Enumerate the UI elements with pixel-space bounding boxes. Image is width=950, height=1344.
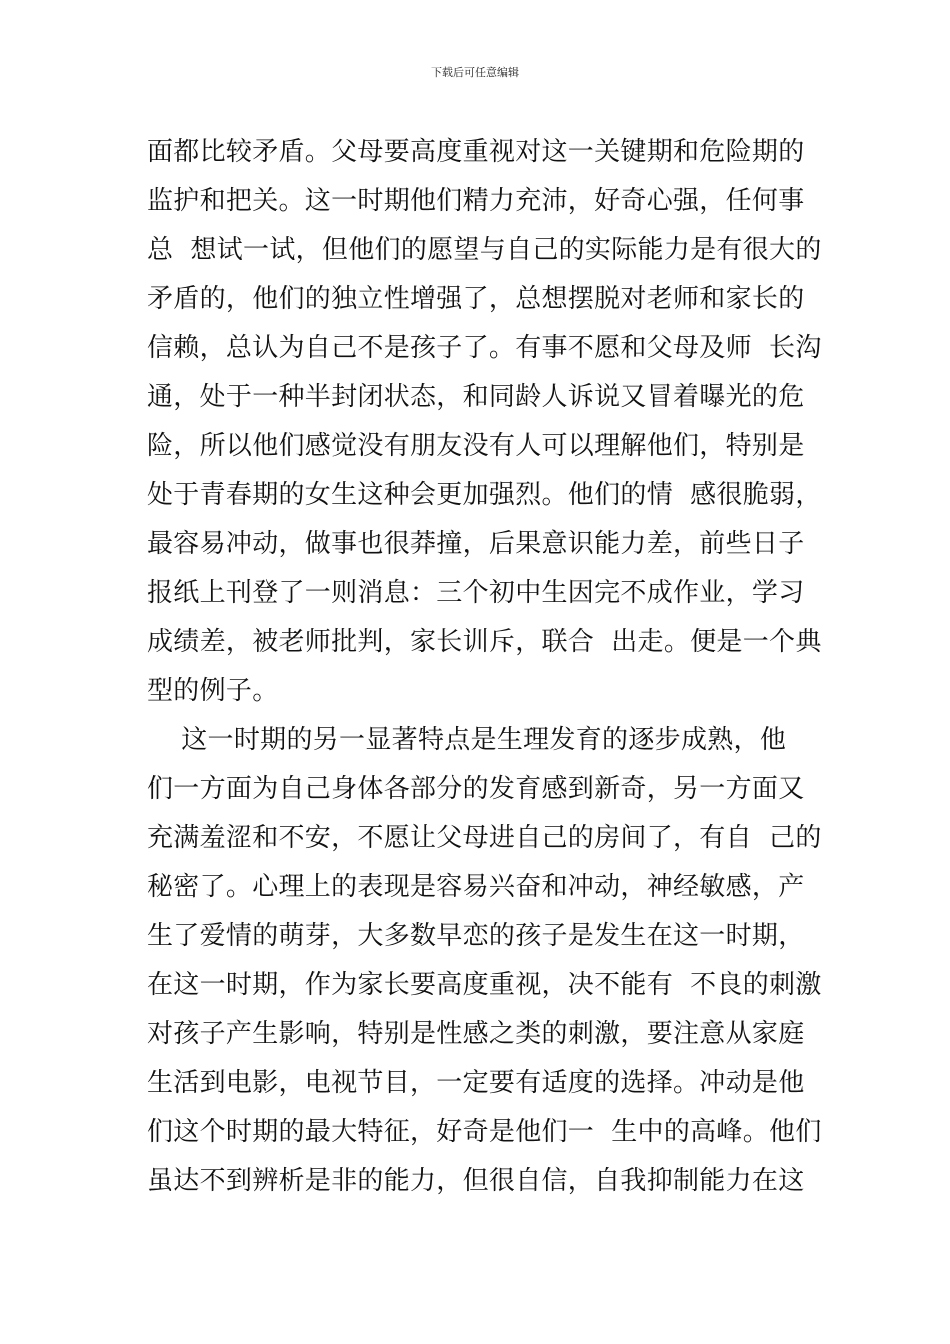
text-line: 总 想试一试，但他们的愿望与自己的实际能力是有很大的 (147, 235, 822, 265)
text-line: 在这一时期，作为家长要高度重视，决不能有 不良的刺激 (147, 970, 822, 1000)
text-line: 成绩差，被老师批判，家长训斥，联合 出走。便是一个典 (147, 627, 822, 657)
text-line: 们这个时期的最大特征，好奇是他们一 生中的高峰。他们 (147, 1117, 822, 1147)
text-line: 对孩子产生影响，特别是性感之类的刺激，要注意从家庭 (147, 1019, 805, 1049)
page-header: 下载后可任意编辑 (431, 66, 519, 79)
document-body (147, 128, 822, 1206)
text-line: 矛盾的，他们的独立性增强了，总想摆脱对老师和家长的 (147, 284, 805, 314)
text-line: 这一时期的另一显著特点是生理发育的逐步成熟，他 (147, 725, 787, 755)
text-line: 生了爱情的萌芽，大多数早恋的孩子是发生在这一时期， (147, 921, 805, 951)
text-line: 通，处于一种半封闭状态，和同龄人诉说又冒着曝光的危 (147, 382, 805, 412)
text-line: 生活到电影，电视节目，一定要有适度的选择。冲动是他 (147, 1068, 805, 1098)
text-line: 面都比较矛盾。父母要高度重视对这一关键期和危险期的 (147, 137, 805, 167)
text-line: 虽达不到辨析是非的能力，但很自信，自我抑制能力在这 (147, 1166, 805, 1196)
text-line: 们一方面为自己身体各部分的发育感到新奇，另一方面又 (147, 774, 805, 804)
text-line: 报纸上刊登了一则消息：三个初中生因完不成作业，学习 (147, 578, 805, 608)
text-line: 秘密了。心理上的表现是容易兴奋和冲动，神经敏感，产 (147, 872, 805, 902)
text-line: 充满羞涩和不安，不愿让父母进自己的房间了，有自 己的 (147, 823, 822, 853)
text-line: 最容易冲动，做事也很莽撞，后果意识能力差，前些日子 (147, 529, 805, 559)
text-line: 型的例子。 (147, 676, 279, 706)
text-line: 险，所以他们感觉没有朋友没有人可以理解他们，特别是 (147, 431, 805, 461)
text-line: 监护和把关。这一时期他们精力充沛，好奇心强，任何事 (147, 186, 805, 216)
text-line: 处于青春期的女生这种会更加强烈。他们的情 感很脆弱， (147, 480, 822, 510)
text-line: 信赖，总认为自己不是孩子了。有事不愿和父母及师 长沟 (147, 333, 822, 363)
